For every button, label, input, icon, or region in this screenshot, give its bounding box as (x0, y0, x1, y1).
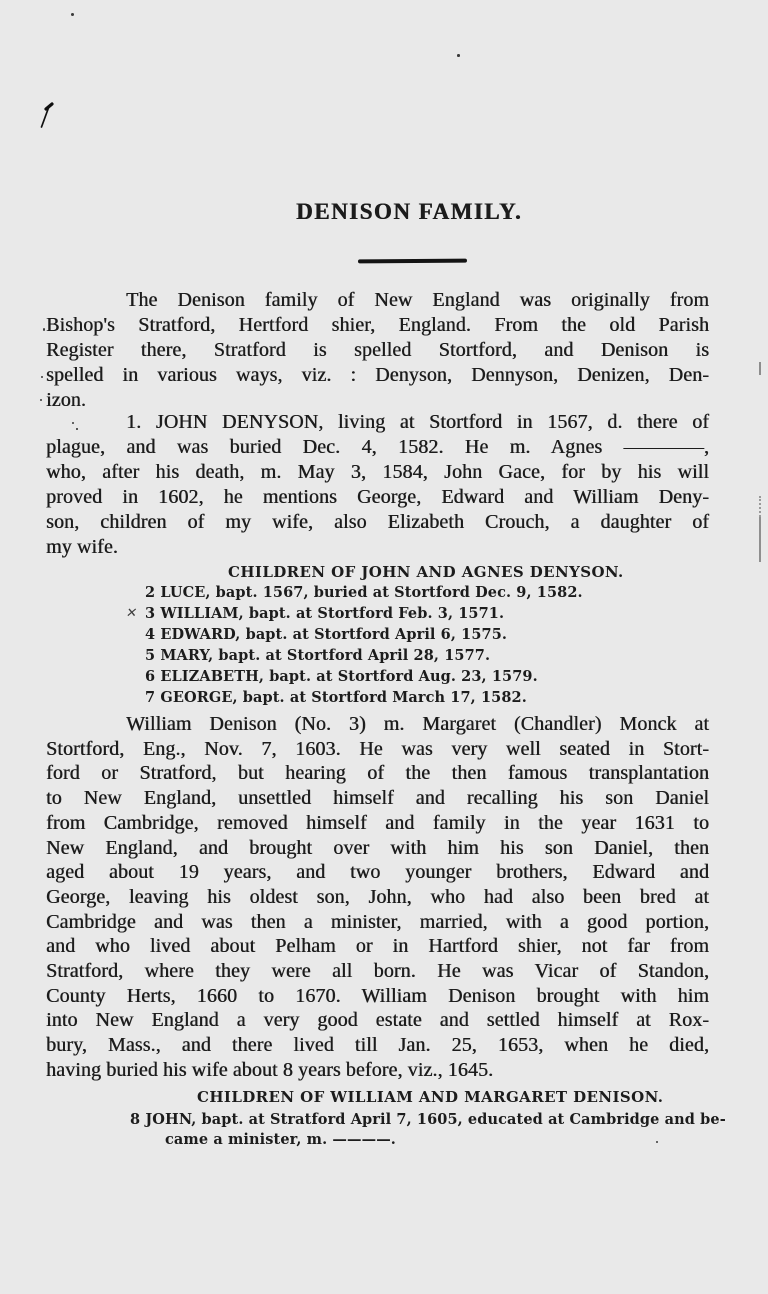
child-entry-row (145, 646, 583, 667)
margin-solid-line-mark (759, 517, 761, 562)
text-line: Bishop's Stratford, Hertford shier, England. From the old Parish (46, 314, 709, 336)
text-line: aged about 19 years, and two younger brothers, Edward and (46, 861, 709, 884)
child-entry-row (130, 1110, 726, 1130)
text-line: Register there, Stratford is spelled Stortford, and Denison is (46, 339, 709, 361)
child-entry-row (145, 583, 583, 604)
title-rule (358, 259, 467, 264)
text-line: ford or Stratford, but hearing of the then famous transplantation (46, 762, 709, 785)
child-entry-text: 3 WILLIAM, bapt. at Stortford Feb. 3, 1571. (145, 604, 505, 622)
text-line: having buried his wife about 8 years before, viz., 1645. (46, 1058, 494, 1081)
text-line: to New England, unsettled himself and recalling his son Daniel (46, 787, 709, 810)
text-line: bury, Mass., and there lived till Jan. 25, 1653, when he died, (46, 1034, 709, 1057)
text-line: County Herts, 1660 to 1670. William Denison brought with him (46, 984, 709, 1007)
ink-speck (40, 399, 42, 401)
text-line: my wife. (46, 536, 118, 558)
margin-dotted-line-mark (759, 496, 761, 517)
paragraph-john-denyson (46, 410, 709, 560)
text-line: The Denison family of New England was originally from (126, 289, 709, 311)
text-line: George, leaving his oldest son, John, who had also been bred at (46, 885, 709, 908)
ink-speck (41, 376, 43, 378)
child-entry-text: 8 JOHN, bapt. at Stratford April 7, 1605, educated at Cambridge and be- (130, 1111, 726, 1128)
text-line: from Cambridge, removed himself and family in the year 1631 to (46, 811, 709, 834)
children-heading-john-agnes: CHILDREN OF JOHN AND AGNES DENYSON. (228, 563, 624, 581)
text-line: Cambridge and was then a minister, married, with a good portion, (46, 910, 709, 933)
children-list-william-margaret (130, 1110, 726, 1149)
paragraph-intro (46, 288, 709, 413)
text-line: plague, and was buried Dec. 4, 1582. He m. Agnes ————, (46, 436, 709, 458)
children-heading-william-margaret: CHILDREN OF WILLIAM AND MARGARET DENISON. (197, 1088, 664, 1106)
child-entry-text: 7 GEORGE, bapt. at Stortford March 17, 1582. (145, 688, 527, 706)
ink-speck (71, 13, 74, 16)
text-line: Stratford, where they were all born. He was Vicar of Standon, (46, 960, 709, 983)
text-line: izon. (46, 389, 86, 411)
text-line: son, children of my wife, also Elizabeth Crouch, a daughter of (46, 511, 709, 533)
text-line: and who lived about Pelham or in Hartford shier, not far from (46, 935, 709, 958)
text-line: spelled in various ways, viz. : Denyson, Dennyson, Denizen, Den- (46, 364, 709, 386)
child-entry-text: 5 MARY, bapt. at Stortford April 28, 1577. (145, 646, 491, 664)
children-list-john-agnes (124, 583, 583, 708)
text-line: 1. JOHN DENYSON, living at Stortford in 1567, d. there of (126, 411, 709, 433)
text-line: Stortford, Eng., Nov. 7, 1603. He was very well seated in Stort- (46, 737, 709, 760)
paragraph-william-denison (46, 712, 709, 1083)
x-mark: ✕ (124, 605, 139, 621)
ink-speck (43, 328, 45, 331)
child-entry-row (145, 688, 583, 709)
text-line: New England, and brought over with him his son Daniel, then (46, 836, 709, 859)
child-entry-row (145, 667, 583, 688)
child-entry-text: 6 ELIZABETH, bapt. at Stortford Aug. 23, 1579. (145, 667, 538, 685)
pen-mark (38, 102, 56, 130)
text-line: William Denison (No. 3) m. Margaret (Chandler) Monck at (126, 713, 709, 735)
text-line: proved in 1602, he mentions George, Edward and William Deny- (46, 486, 709, 508)
child-entry-row (145, 625, 583, 646)
child-entry-text: 2 LUCE, bapt. 1567, buried at Stortford Dec. 9, 1582. (145, 584, 583, 601)
ink-speck (457, 54, 460, 57)
text-line: who, after his death, m. May 3, 1584, John Gace, for by his will (46, 461, 709, 483)
page-title: DENISON FAMILY. (296, 199, 523, 224)
child-entry-continuation: came a minister, m. ————. (165, 1130, 396, 1148)
text-line: into New England a very good estate and settled himself at Rox- (46, 1009, 709, 1032)
child-entry-text: 4 EDWARD, bapt. at Stortford April 6, 1575. (145, 625, 508, 643)
child-entry-row (124, 604, 583, 625)
margin-dash-mark (759, 362, 761, 375)
